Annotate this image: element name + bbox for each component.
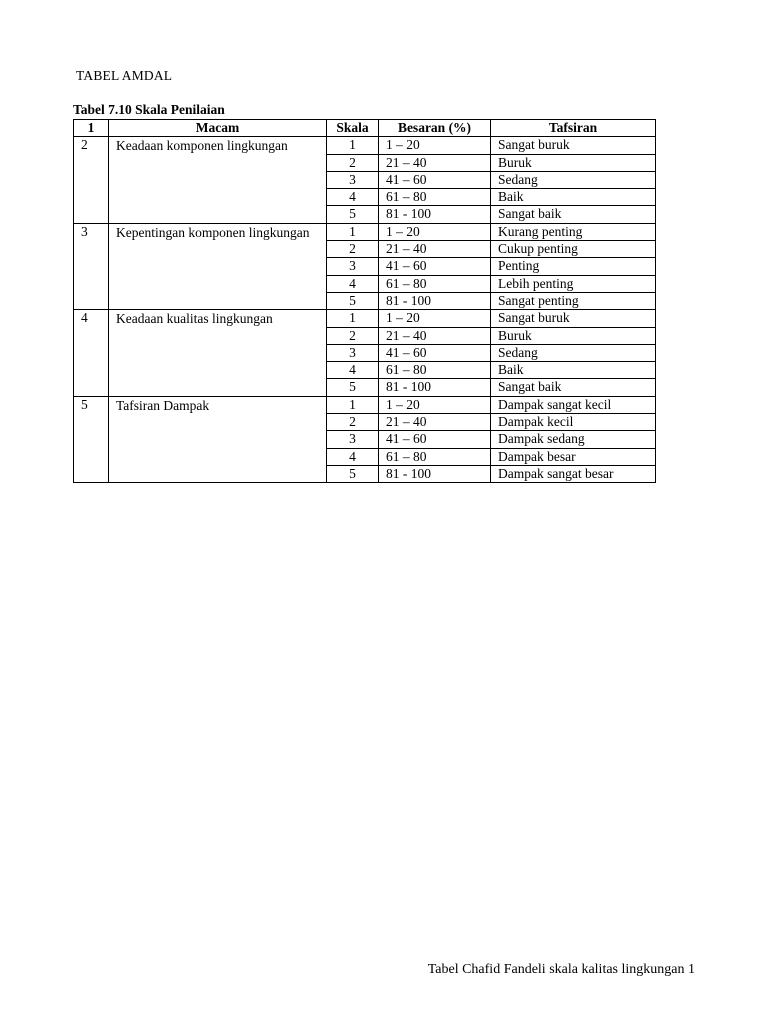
cell-tafsiran: Cukup penting bbox=[491, 241, 656, 258]
cell-no: 4 bbox=[74, 310, 109, 396]
cell-tafsiran: Lebih penting bbox=[491, 275, 656, 292]
cell-besaran: 21 – 40 bbox=[379, 414, 491, 431]
cell-no: 3 bbox=[74, 223, 109, 309]
table-body bbox=[74, 137, 656, 483]
cell-besaran: 1 – 20 bbox=[379, 396, 491, 413]
header-skala: Skala bbox=[327, 120, 379, 137]
cell-skala: 3 bbox=[327, 431, 379, 448]
cell-skala: 3 bbox=[327, 258, 379, 275]
cell-skala: 3 bbox=[327, 344, 379, 361]
table-header-row bbox=[74, 120, 656, 137]
cell-besaran: 61 – 80 bbox=[379, 448, 491, 465]
cell-skala: 4 bbox=[327, 362, 379, 379]
document-title: TABEL AMDAL bbox=[76, 68, 173, 83]
cell-tafsiran: Dampak sedang bbox=[491, 431, 656, 448]
table-row bbox=[74, 223, 656, 240]
cell-skala: 1 bbox=[327, 223, 379, 240]
cell-tafsiran: Buruk bbox=[491, 327, 656, 344]
cell-besaran: 61 – 80 bbox=[379, 189, 491, 206]
cell-tafsiran: Baik bbox=[491, 362, 656, 379]
cell-no: 2 bbox=[74, 137, 109, 223]
table-row bbox=[74, 137, 656, 154]
cell-besaran: 1 – 20 bbox=[379, 137, 491, 154]
cell-tafsiran: Dampak besar bbox=[491, 448, 656, 465]
cell-skala: 2 bbox=[327, 241, 379, 258]
cell-besaran: 81 - 100 bbox=[379, 206, 491, 223]
cell-tafsiran: Sangat baik bbox=[491, 379, 656, 396]
cell-tafsiran: Sedang bbox=[491, 171, 656, 188]
table-caption: Tabel 7.10 Skala Penilaian bbox=[73, 102, 225, 117]
cell-skala: 1 bbox=[327, 396, 379, 413]
cell-macam: Kepentingan komponen lingkungan bbox=[109, 223, 327, 309]
cell-besaran: 41 – 60 bbox=[379, 344, 491, 361]
cell-skala: 2 bbox=[327, 154, 379, 171]
cell-tafsiran: Dampak sangat kecil bbox=[491, 396, 656, 413]
cell-tafsiran: Buruk bbox=[491, 154, 656, 171]
cell-tafsiran: Sangat buruk bbox=[491, 310, 656, 327]
header-no: 1 bbox=[74, 120, 109, 137]
cell-besaran: 81 - 100 bbox=[379, 379, 491, 396]
cell-skala: 1 bbox=[327, 137, 379, 154]
cell-macam: Keadaan komponen lingkungan bbox=[109, 137, 327, 223]
cell-besaran: 21 – 40 bbox=[379, 154, 491, 171]
header-tafsiran: Tafsiran bbox=[491, 120, 656, 137]
cell-besaran: 41 – 60 bbox=[379, 171, 491, 188]
cell-tafsiran: Sangat penting bbox=[491, 292, 656, 309]
cell-besaran: 1 – 20 bbox=[379, 223, 491, 240]
cell-tafsiran: Dampak kecil bbox=[491, 414, 656, 431]
cell-skala: 4 bbox=[327, 448, 379, 465]
cell-skala: 5 bbox=[327, 206, 379, 223]
cell-skala: 4 bbox=[327, 189, 379, 206]
table-row bbox=[74, 310, 656, 327]
cell-tafsiran: Dampak sangat besar bbox=[491, 465, 656, 482]
cell-tafsiran: Sedang bbox=[491, 344, 656, 361]
cell-skala: 4 bbox=[327, 275, 379, 292]
cell-tafsiran: Sangat baik bbox=[491, 206, 656, 223]
header-besaran: Besaran (%) bbox=[379, 120, 491, 137]
skala-penilaian-table bbox=[73, 119, 656, 483]
cell-besaran: 41 – 60 bbox=[379, 258, 491, 275]
cell-besaran: 21 – 40 bbox=[379, 241, 491, 258]
cell-besaran: 1 – 20 bbox=[379, 310, 491, 327]
cell-skala: 1 bbox=[327, 310, 379, 327]
cell-skala: 2 bbox=[327, 327, 379, 344]
cell-besaran: 61 – 80 bbox=[379, 362, 491, 379]
table-row bbox=[74, 396, 656, 413]
cell-besaran: 81 - 100 bbox=[379, 292, 491, 309]
cell-skala: 5 bbox=[327, 292, 379, 309]
cell-besaran: 21 – 40 bbox=[379, 327, 491, 344]
header-macam: Macam bbox=[109, 120, 327, 137]
cell-skala: 5 bbox=[327, 379, 379, 396]
cell-tafsiran: Baik bbox=[491, 189, 656, 206]
cell-tafsiran: Penting bbox=[491, 258, 656, 275]
cell-besaran: 81 - 100 bbox=[379, 465, 491, 482]
cell-tafsiran: Kurang penting bbox=[491, 223, 656, 240]
cell-besaran: 61 – 80 bbox=[379, 275, 491, 292]
cell-skala: 3 bbox=[327, 171, 379, 188]
cell-tafsiran: Sangat buruk bbox=[491, 137, 656, 154]
cell-skala: 5 bbox=[327, 465, 379, 482]
cell-skala: 2 bbox=[327, 414, 379, 431]
cell-macam: Tafsiran Dampak bbox=[109, 396, 327, 482]
cell-no: 5 bbox=[74, 396, 109, 482]
cell-besaran: 41 – 60 bbox=[379, 431, 491, 448]
cell-macam: Keadaan kualitas lingkungan bbox=[109, 310, 327, 396]
page-footer: Tabel Chafid Fandeli skala kalitas lingkungan 1 bbox=[427, 962, 695, 977]
